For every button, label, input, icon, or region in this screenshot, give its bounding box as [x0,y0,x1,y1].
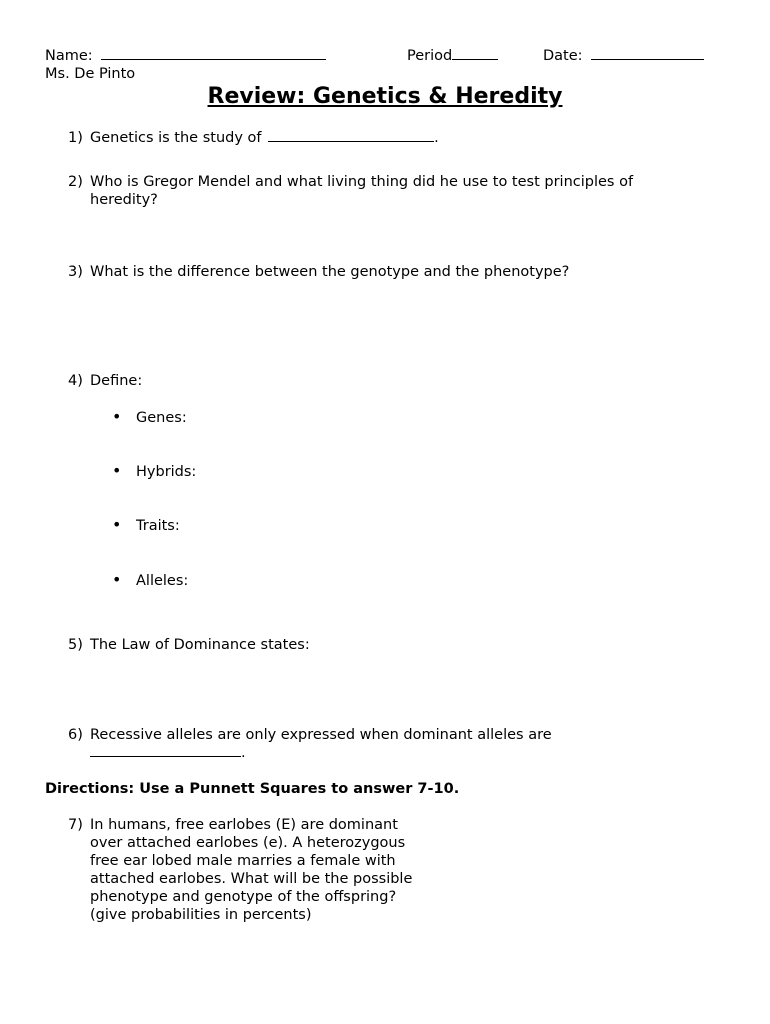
question-number: 7) [68,817,83,833]
period-label: Period [407,48,453,64]
question-text-line2: heredity? [90,192,158,208]
bullet-icon: • [112,515,122,534]
question-number: 1) [68,130,83,146]
question-number: 2) [68,174,83,190]
question-text-line: over attached earlobes (e). A heterozygous [90,835,406,851]
define-item-traits [112,516,180,535]
page-title: Review: Genetics & Heredity [207,84,563,109]
period-blank[interactable] [452,47,498,60]
question-text-line: In humans, free earlobes (E) are dominant [90,817,398,833]
name-field [45,47,326,65]
define-term: Hybrids: [136,464,197,480]
question-punct: . [241,745,246,761]
bullet-icon: • [112,407,122,426]
bullet-icon: • [112,461,122,480]
question-text: The Law of Dominance states: [90,637,310,653]
question-number: 5) [68,637,83,653]
define-item-hybrids [112,462,196,481]
define-term: Genes: [136,410,187,426]
question-text: Genetics is the study of [90,130,262,146]
question-text: What is the difference between the genotype and the phenotype? [90,264,570,280]
teacher-name: Ms. De Pinto [45,66,136,82]
bullet-icon: • [112,570,122,589]
question-number: 3) [68,264,83,280]
define-item-genes [112,408,187,427]
question-text-line: attached earlobes. What will be the possible [90,871,413,887]
directions-text: Directions: Use a Punnett Squares to answer 7-10. [45,781,460,797]
define-item-alleles [112,571,188,590]
define-term: Alleles: [136,573,189,589]
question-text: Define: [90,373,143,389]
period-field [407,47,498,65]
answer-blank[interactable] [90,744,241,757]
question-text-line: phenotype and genotype of the offspring? [90,889,397,905]
name-label: Name: [45,48,93,64]
question-punct: . [434,130,439,146]
question-text-line: free ear lobed male marries a female with [90,853,396,869]
question-text-line: (give probabilities in percents) [90,907,312,923]
answer-blank[interactable] [268,129,434,142]
date-field [543,47,704,65]
question-number: 6) [68,727,83,743]
question-text-line1: Who is Gregor Mendel and what living thing did he use to test principles of [90,174,634,190]
date-blank[interactable] [591,47,704,60]
question-number: 4) [68,373,83,389]
date-label: Date: [543,48,583,64]
define-term: Traits: [136,518,180,534]
question-text-line1: Recessive alleles are only expressed when dominant alleles are [90,727,552,743]
name-blank[interactable] [101,47,326,60]
